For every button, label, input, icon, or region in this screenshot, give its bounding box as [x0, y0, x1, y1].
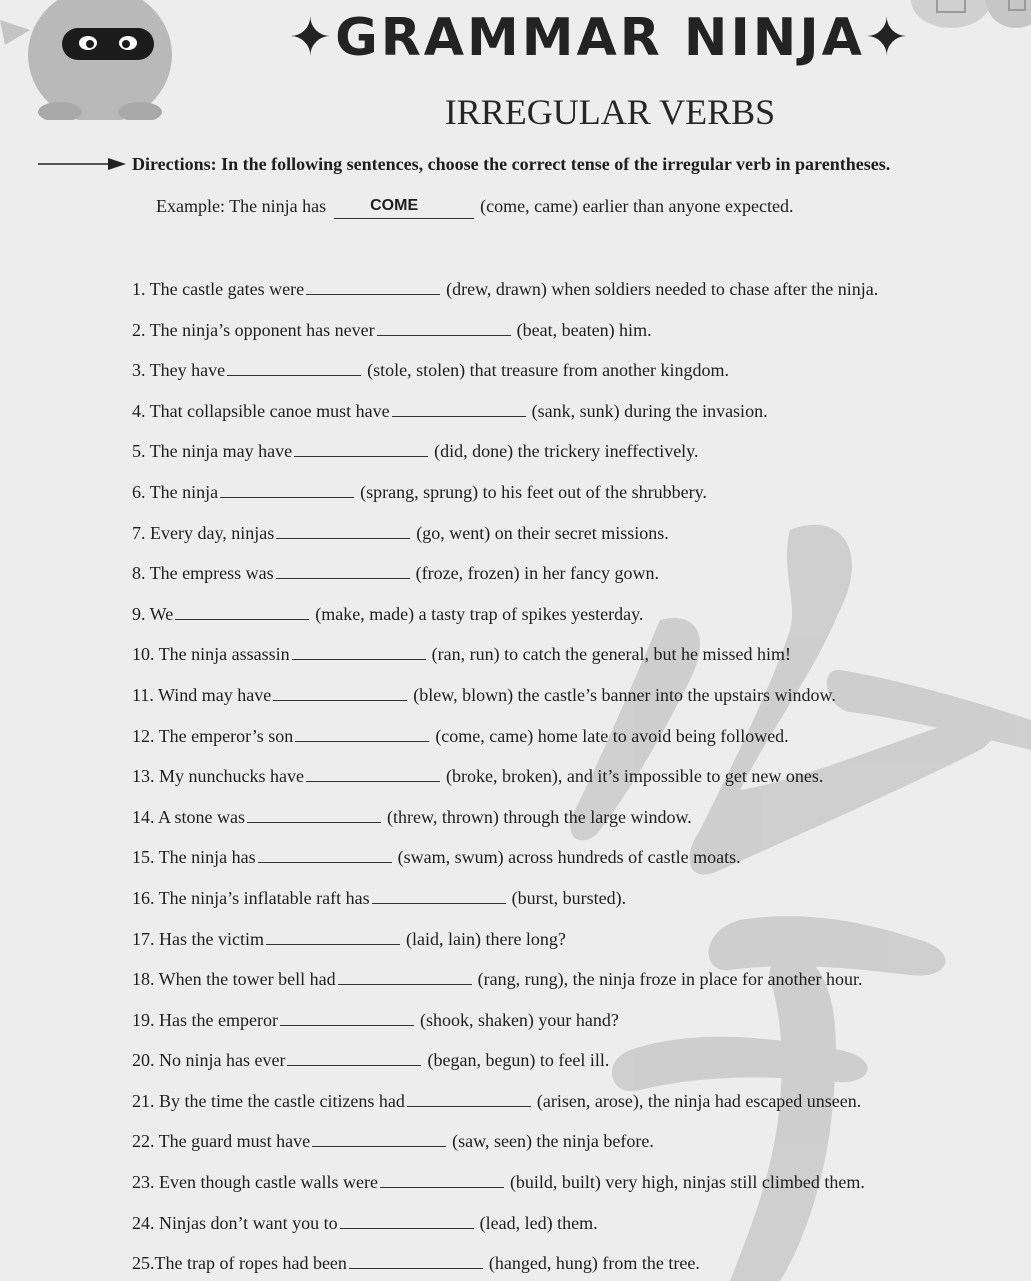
item-choices: (broke, broken), and it’s impossible to get new ones. — [445, 766, 824, 787]
item-prompt: 10. The ninja assassin — [132, 644, 290, 665]
item-choices: (did, done) the trickery ineffectively. — [434, 441, 699, 462]
example-answer: COME — [334, 194, 474, 219]
answer-blank[interactable] — [294, 455, 428, 457]
item-prompt: 12. The emperor’s son — [132, 725, 294, 746]
item-choices: (build, built) very high, ninjas still climbed them. — [509, 1172, 865, 1193]
item-choices: (burst, bursted). — [511, 887, 627, 908]
ninja-mascot-icon — [0, 0, 180, 120]
exercise-item — [132, 683, 1022, 724]
item-choices: (drew, drawn) when soldiers needed to chase after the ninja. — [446, 279, 879, 299]
answer-blank[interactable] — [273, 699, 407, 701]
item-prompt: 9. We — [132, 603, 174, 624]
exercise-item — [132, 724, 1022, 765]
answer-blank[interactable] — [349, 1267, 483, 1269]
exercise-item — [132, 399, 1022, 440]
item-choices: (swam, swum) across hundreds of castle moats. — [397, 847, 741, 868]
exercise-item — [132, 967, 1022, 1008]
item-choices: (stole, stolen) that treasure from another kingdom. — [367, 360, 730, 381]
arrow-right-icon — [38, 155, 128, 173]
exercise-item — [132, 1129, 1022, 1170]
answer-blank[interactable] — [380, 1186, 504, 1188]
item-choices: (began, begun) to feel ill. — [427, 1050, 610, 1071]
item-choices: (ran, run) to catch the general, but he missed him! — [431, 644, 792, 665]
worksheet-title: ✦GRAMMAR NINJA✦ — [288, 8, 912, 68]
answer-blank[interactable] — [377, 334, 511, 336]
item-prompt: 15. The ninja has — [132, 847, 256, 868]
answer-blank[interactable] — [338, 983, 472, 985]
item-prompt: 25.The trap of ropes had been — [132, 1253, 347, 1274]
item-prompt: 24. Ninjas don’t want you to — [132, 1212, 338, 1233]
exercise-item — [132, 1251, 1022, 1281]
answer-blank[interactable] — [266, 943, 400, 945]
answer-blank[interactable] — [372, 902, 506, 904]
exercise-item — [132, 318, 1022, 359]
exercise-item — [132, 480, 1022, 521]
answer-blank[interactable] — [227, 374, 361, 376]
exercise-item — [132, 642, 1022, 683]
exercise-item — [132, 927, 1022, 968]
item-prompt: 5. The ninja may have — [132, 441, 293, 462]
exercise-item — [132, 886, 1022, 927]
item-prompt: 2. The ninja’s opponent has never — [132, 319, 375, 340]
exercise-item — [132, 358, 1022, 399]
item-choices: (arisen, arose), the ninja had escaped unseen. — [536, 1090, 862, 1111]
exercise-item — [132, 1048, 1022, 1089]
exercise-item — [132, 521, 1022, 562]
item-prompt: 16. The ninja’s inflatable raft has — [132, 887, 370, 908]
item-choices: (froze, frozen) in her fancy gown. — [415, 563, 660, 584]
item-prompt: 21. By the time the castle citizens had — [132, 1090, 405, 1111]
item-choices: (hanged, hung) from the tree. — [488, 1253, 700, 1274]
exercise-item — [132, 277, 1022, 318]
item-choices: (shook, shaken) your hand? — [419, 1009, 619, 1030]
item-choices: (laid, lain) there long? — [405, 928, 566, 949]
answer-blank[interactable] — [175, 618, 309, 620]
exercise-item — [132, 602, 1022, 643]
item-prompt: 13. My nunchucks have — [132, 766, 304, 787]
example-after: (come, came) earlier than anyone expected. — [480, 196, 794, 216]
answer-blank[interactable] — [258, 861, 392, 863]
item-choices: (rang, rung), the ninja froze in place for another hour. — [477, 969, 863, 990]
item-prompt: 3. They have — [132, 360, 226, 381]
item-choices: (make, made) a tasty trap of spikes yesterday. — [315, 603, 644, 624]
item-prompt: 17. Has the victim — [132, 928, 264, 949]
exercise-item — [132, 1170, 1022, 1211]
item-prompt: 18. When the tower bell had — [132, 969, 336, 990]
item-choices: (threw, thrown) through the large window. — [387, 806, 692, 827]
answer-blank[interactable] — [280, 1024, 414, 1026]
exercise-item — [132, 1008, 1022, 1049]
item-choices: (lead, led) them. — [479, 1212, 598, 1233]
exercise-item — [132, 764, 1022, 805]
exercise-item — [132, 439, 1022, 480]
directions-text: Directions: In the following sentences, choose the correct tense of the irregular verb in parentheses. — [132, 154, 891, 174]
item-choices: (sank, sunk) during the invasion. — [531, 400, 768, 421]
item-choices: (beat, beaten) him. — [516, 319, 652, 340]
exercise-item — [132, 1211, 1022, 1252]
item-prompt: 1. The castle gates were — [132, 279, 305, 299]
example-sentence — [156, 194, 793, 221]
item-prompt: 19. Has the emperor — [132, 1009, 278, 1030]
worksheet-subtitle: IRREGULAR VERBS — [444, 92, 776, 132]
item-prompt: 22. The guard must have — [132, 1131, 311, 1152]
item-choices: (go, went) on their secret missions. — [416, 522, 669, 543]
item-prompt: 23. Even though castle walls were — [132, 1172, 378, 1193]
answer-blank[interactable] — [220, 496, 354, 498]
item-choices: (saw, seen) the ninja before. — [452, 1131, 654, 1152]
item-prompt: 6. The ninja — [132, 481, 219, 502]
answer-blank[interactable] — [392, 415, 526, 417]
answer-blank[interactable] — [276, 577, 410, 579]
answer-blank[interactable] — [247, 821, 381, 823]
item-prompt: 7. Every day, ninjas — [132, 522, 275, 543]
item-prompt: 8. The empress was — [132, 563, 274, 584]
item-choices: (come, came) home late to avoid being followed. — [435, 725, 789, 746]
item-choices: (sprang, sprung) to his feet out of the shrubbery. — [360, 481, 707, 502]
answer-blank[interactable] — [295, 740, 429, 742]
item-prompt: 14. A stone was — [132, 806, 246, 827]
answer-blank[interactable] — [312, 1145, 446, 1147]
answer-blank[interactable] — [292, 658, 426, 660]
item-prompt: 20. No ninja has ever — [132, 1050, 286, 1071]
answer-blank[interactable] — [276, 537, 410, 539]
item-prompt: 11. Wind may have — [132, 684, 272, 705]
exercise-item — [132, 805, 1022, 846]
answer-blank[interactable] — [340, 1227, 474, 1229]
example-before: Example: The ninja has — [156, 196, 327, 216]
answer-blank[interactable] — [306, 780, 440, 782]
exercise-item — [132, 561, 1022, 602]
answer-blank[interactable] — [407, 1105, 531, 1107]
exercise-item — [132, 845, 1022, 886]
answer-blank[interactable] — [306, 293, 440, 295]
exercise-item — [132, 1089, 1022, 1130]
answer-blank[interactable] — [287, 1064, 421, 1066]
exercise-list — [132, 277, 1022, 1281]
item-choices: (blew, blown) the castle’s banner into the upstairs window. — [413, 684, 836, 705]
item-prompt: 4. That collapsible canoe must have — [132, 400, 390, 421]
